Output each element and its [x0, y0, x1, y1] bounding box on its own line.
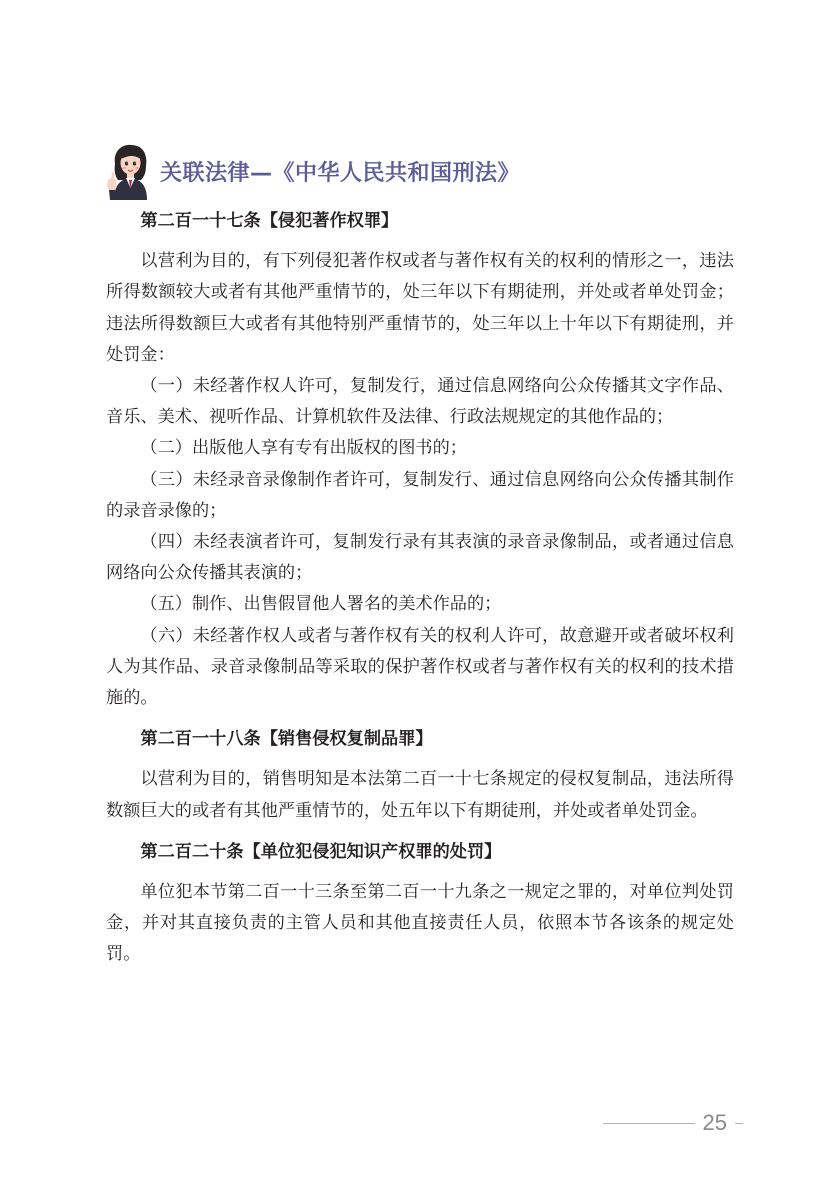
article-clause: （五）制作、出售假冒他人署名的美术作品的； — [140, 594, 502, 615]
article-paragraph: 以营利为目的，有下列侵犯著作权或者与著作权有关的权利的情形之一，违法所得数额较大或者有其他严重情节的，处三年以下有期徒刑，并处或者单处罚金；违法所得数额巨大或者有其他特别严重情节的，处三年以上十年以下有期徒刑，并处罚金： — [106, 251, 734, 365]
footer-divider — [603, 1123, 695, 1124]
page-footer — [603, 1110, 743, 1136]
article-title: 第二百一十八条【销售侵权复制品罪】 — [140, 729, 433, 750]
article-clause: （四）未经表演者许可，复制发行录有其表演的录音录像制品，或者通过信息网络向公众传播其表演的； — [106, 532, 734, 584]
article-clause: （二）出版他人享有专有出版权的图书的； — [140, 438, 467, 459]
lawyer-avatar-icon — [104, 142, 154, 200]
section-title: 关联法律—《中华人民共和国刑法》 — [160, 160, 521, 186]
section-header — [104, 142, 520, 200]
article-title: 第二百一十七条【侵犯著作权罪】 — [140, 211, 399, 231]
article-clause: （一）未经著作权人许可，复制发行，通过信息网络向公众传播其文字作品、音乐、美术、视听作品、计算机软件及法律、行政法规规定的其他作品的； — [106, 376, 734, 428]
footer-tick — [735, 1123, 743, 1124]
law-text-body — [106, 206, 734, 971]
article-paragraph: 以营利为目的，销售明知是本法第二百一十七条规定的侵权复制品，违法所得数额巨大的或者有其他严重情节的，处五年以下有期徒刑，并处或者单处罚金。 — [106, 769, 734, 821]
page-number: 25 — [702, 1110, 727, 1135]
article-clause: （三）未经录音录像制作者许可，复制发行、通过信息网络向公众传播其制作的录音录像的； — [106, 469, 734, 521]
article-title: 第二百二十条【单位犯侵犯知识产权罪的处罚】 — [140, 841, 502, 862]
article-clause: （六）未经著作权人或者与著作权有关的权利人许可，故意避开或者破坏权利人为其作品、录音录像制品等采取的保护著作权或者与著作权有关的权利的技术措施的。 — [106, 625, 734, 709]
article-paragraph: 单位犯本节第二百一十三条至第二百一十九条之一规定之罪的，对单位判处罚金，并对其直接负责的主管人员和其他直接责任人员，依照本节各该条的规定处罚。 — [106, 882, 734, 965]
